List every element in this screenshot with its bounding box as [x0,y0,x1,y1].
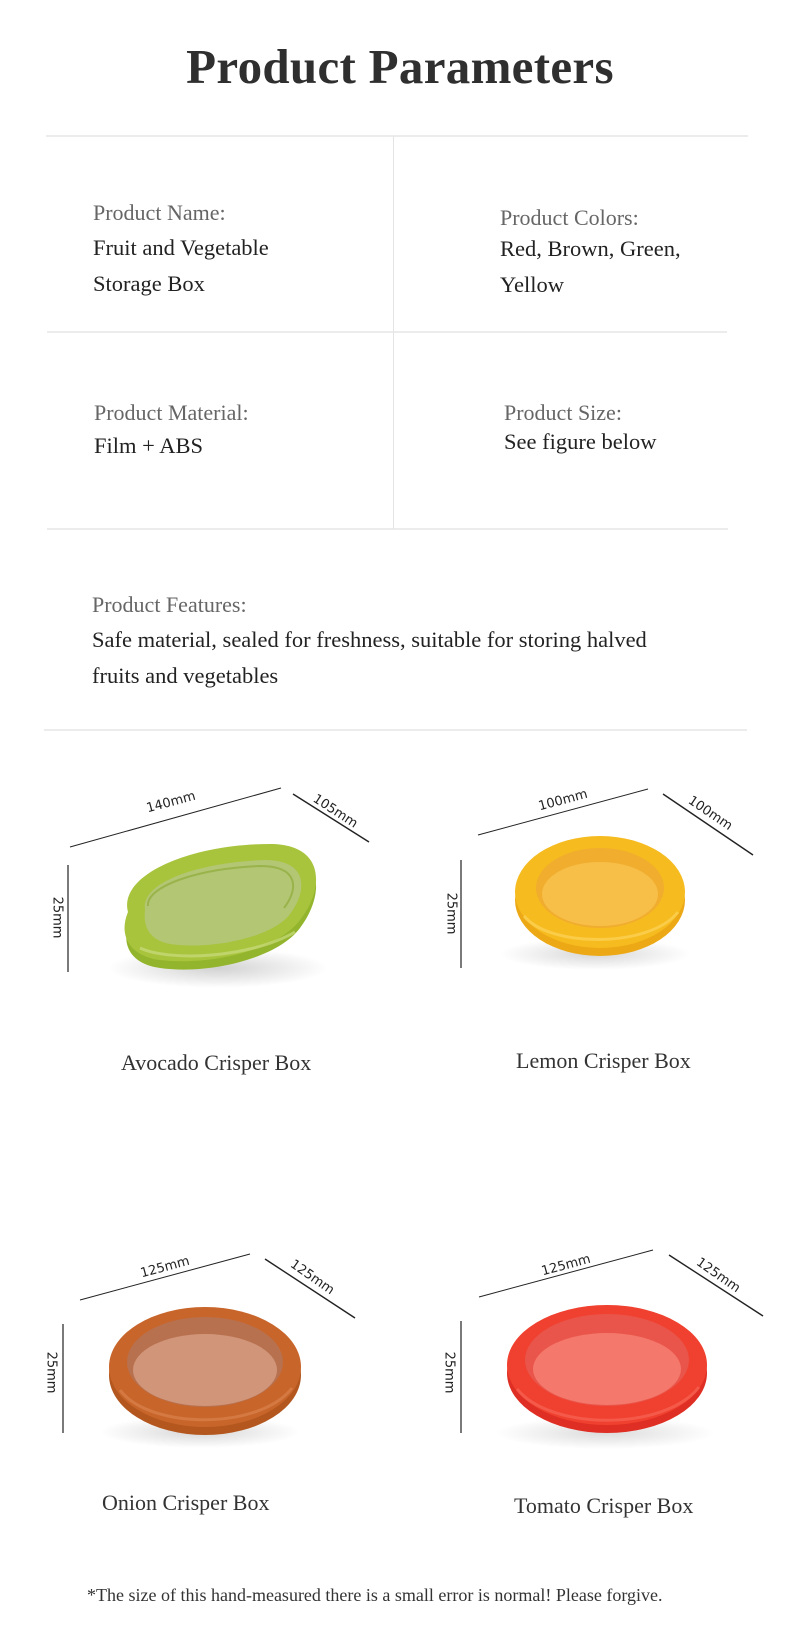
size-disclaimer: *The size of this hand-measured there is a small error is normal! Please forgive. [87,1585,663,1605]
param-value-line: Safe material, sealed for freshness, suitable for storing halved [92,627,647,652]
param-label: Product Features: [92,592,247,617]
dim-length: 100mm [536,786,590,815]
product-caption: Tomato Crisper Box [514,1493,694,1518]
dim-length: 140mm [144,788,198,817]
param-value-line: fruits and vegetables [92,663,279,688]
product-caption: Avocado Crisper Box [121,1050,312,1075]
dim-width: 105mm [309,791,361,832]
param-value-line: Yellow [500,272,564,297]
dim-height: 25mm [49,896,65,939]
param-value-line: Storage Box [93,271,205,296]
param-label: Product Material: [94,400,249,425]
dim-height: 25mm [441,1351,457,1394]
param-value: See figure below [504,429,657,454]
param-value-line: Red, Brown, Green, [500,236,681,261]
dim-width: 125mm [287,1256,337,1299]
dim-height: 25mm [443,892,459,935]
dim-length: 125mm [539,1251,593,1280]
dim-length: 125mm [138,1253,192,1282]
param-value-line: Fruit and Vegetable [93,235,269,260]
product-caption: Lemon Crisper Box [516,1048,691,1073]
page-title: Product Parameters [186,39,614,94]
tomato-box-image [495,1285,720,1450]
param-label: Product Name: [93,200,226,225]
dim-width: 100mm [685,793,736,834]
param-label: Product Size: [504,400,622,425]
param-label: Product Colors: [500,205,639,230]
product-caption: Onion Crisper Box [102,1490,270,1515]
param-value: Film + ABS [94,433,203,458]
dim-height: 25mm [43,1351,59,1394]
dim-width: 125mm [693,1254,743,1297]
